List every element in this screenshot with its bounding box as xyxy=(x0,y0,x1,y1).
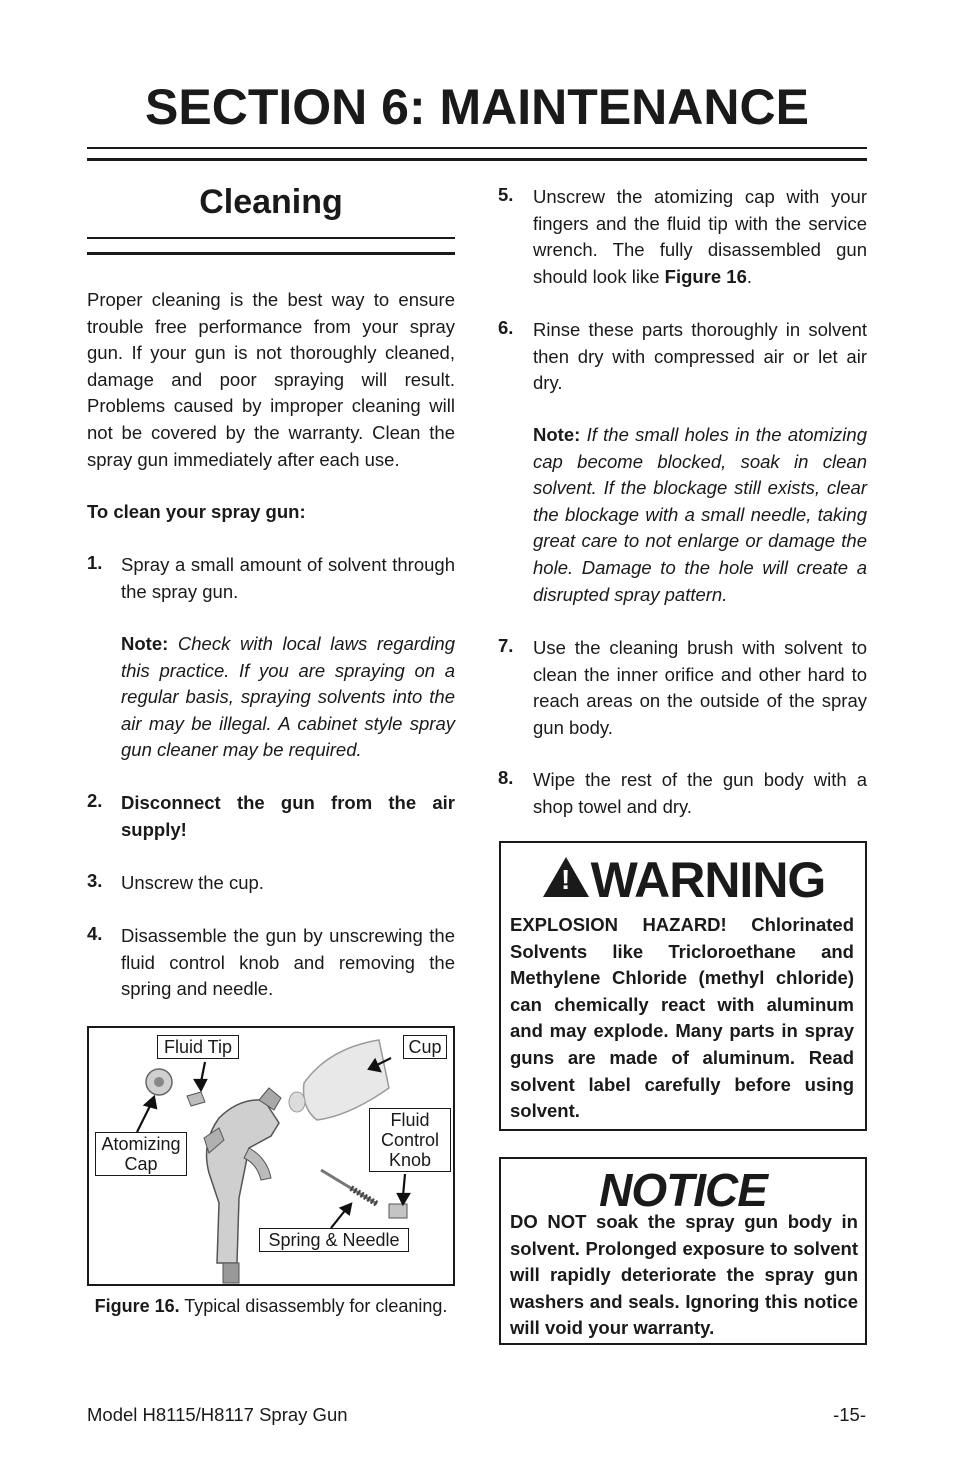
warning-icon-glyph: ! xyxy=(561,864,571,895)
step-3-text: Unscrew the cup. xyxy=(121,872,264,893)
intro-paragraph: Proper cleaning is the best way to ensure trouble free performance from your spray gun. If your gun is not thoroughly cleaned, damage and poor spraying will result. Problems caused by improper cleaning will not be covered by the warranty. Clean the spray gun immediately after each use. xyxy=(87,289,455,470)
label-atomizing-cap: Atomizing Cap xyxy=(95,1132,187,1176)
warning-triangle-icon xyxy=(541,855,591,899)
notice-body: DO NOT soak the spray gun body in solvent. Prolonged exposure to solvent will rapidly deteriorate the spray gun washers and seals. Ignoring this notice will void your warranty. xyxy=(510,1211,858,1339)
footer-page-number: -15- xyxy=(833,1404,866,1425)
subheading: To clean your spray gun: xyxy=(87,501,306,522)
warning-box xyxy=(499,841,867,1131)
label-cup: Cup xyxy=(403,1035,447,1059)
figure-caption-text: Typical disassembly for cleaning. xyxy=(179,1296,448,1316)
step-1-number: 1. xyxy=(87,552,103,573)
step-8-text: Wipe the rest of the gun body with a shop towel and dry. xyxy=(533,769,867,817)
warning-heading: WARNING xyxy=(590,852,826,908)
note-1-label: Note: xyxy=(121,633,169,654)
fluid-control-knob-illustration xyxy=(389,1204,407,1218)
step-4-number: 4. xyxy=(87,923,103,944)
step-4-text: Disassemble the gun by unscrewing the fluid control knob and removing the spring and needle. xyxy=(121,925,455,1000)
step-3-number: 3. xyxy=(87,870,103,891)
step-2-number: 2. xyxy=(87,790,103,811)
section-heading: Cleaning xyxy=(199,183,343,221)
step-2-text: Disconnect the gun from the air supply! xyxy=(121,792,455,840)
heading-rule-top xyxy=(87,237,455,239)
heading-rule-bottom xyxy=(87,252,455,255)
title-rule-bottom xyxy=(87,158,867,161)
note-6-text: If the small holes in the atomizing cap become blocked, soak in clean solvent. If the blockage still exists, clear the blockage with a small needle, taking great care to not enlarge or damage the hole. Damage to the hole will create a disrupted spray pattern. xyxy=(533,424,867,605)
step-5-number: 5. xyxy=(498,184,514,205)
step-8-number: 8. xyxy=(498,767,514,788)
fluid-tip-illustration xyxy=(187,1092,205,1106)
figure-caption xyxy=(87,1293,455,1319)
note-1 xyxy=(121,631,455,764)
warning-body: EXPLOSION HAZARD! Chlorinated Solvents like Tricloroethane and Methylene Chloride (methyl chloride) can chemically react with aluminum and may explode. Many parts in spray guns are made of aluminum. Read solvent label carefully before using solvent. xyxy=(510,914,854,1122)
step-7-number: 7. xyxy=(498,635,514,656)
step-5-text-b: . xyxy=(746,265,753,287)
step-7-text: Use the cleaning brush with solvent to clean the inner orifice and other hard to reach areas on the outside of the spray gun body. xyxy=(533,637,867,738)
title-rule-top xyxy=(87,147,867,149)
notice-box xyxy=(499,1157,867,1345)
step-5-text xyxy=(533,184,867,290)
label-fluid-control-knob: Fluid Control Knob xyxy=(369,1108,451,1172)
step-6-text: Rinse these parts thoroughly in solvent then dry with compressed air or let air dry. xyxy=(533,319,867,394)
label-fluid-tip: Fluid Tip xyxy=(157,1035,239,1059)
spring-needle-illustration xyxy=(321,1170,377,1204)
page-title: SECTION 6: MAINTENANCE xyxy=(145,79,809,135)
figure-caption-label: Figure 16. xyxy=(94,1296,180,1316)
atomizing-cap-illustration xyxy=(146,1069,172,1095)
footer-model: Model H8115/H8117 Spray Gun xyxy=(87,1404,348,1425)
step-1-text: Spray a small amount of solvent through the spray gun. xyxy=(121,554,455,602)
step-5-figure-ref: Figure 16 xyxy=(664,265,747,287)
note-6 xyxy=(533,422,867,608)
gun-body-illustration xyxy=(204,1088,281,1283)
step-5-text-a: Unscrew the atomizing cap with your fingers and the fluid tip with the service wrench. The fully disassembled gun should look like xyxy=(533,186,867,287)
warning-header xyxy=(501,851,865,909)
label-spring-needle: Spring & Needle xyxy=(259,1228,409,1252)
notice-heading: NOTICE xyxy=(599,1164,767,1216)
note-1-text: Check with local laws regarding this practice. If you are spraying on a regular basis, spraying solvents into the air may be illegal. A cabinet style spray gun cleaner may be required. xyxy=(121,633,455,761)
note-6-label: Note: xyxy=(533,424,581,445)
figure-16 xyxy=(87,1026,455,1286)
step-6-number: 6. xyxy=(498,317,514,338)
